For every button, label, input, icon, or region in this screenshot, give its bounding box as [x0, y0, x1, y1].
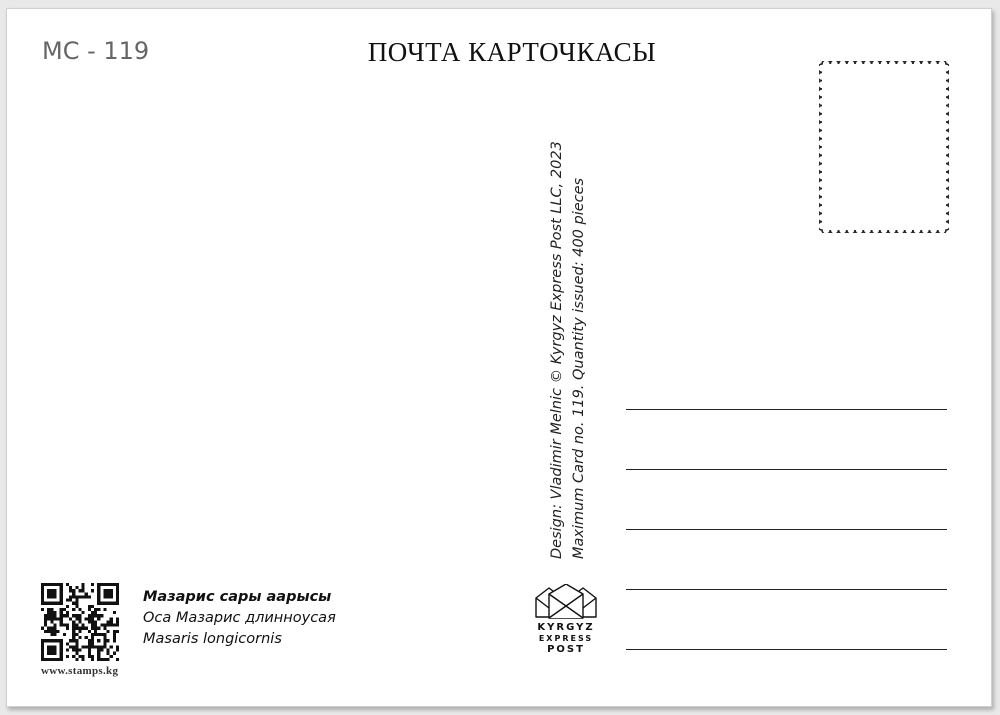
address-line [626, 649, 947, 650]
logo-line-1: KYRGYZ [537, 622, 595, 633]
logo-line-3: POST [547, 644, 585, 655]
stamp-frame-icon [819, 61, 949, 233]
credits-line-1: Design: Vladimir Melnic © Kyrgyz Express Post LLC, 2023 [549, 141, 565, 559]
species-name-latin: Masaris longicornis [143, 631, 282, 647]
qr-code-icon [41, 583, 119, 661]
card-code: MC - 119 [42, 37, 150, 65]
address-line [626, 589, 947, 590]
address-line [626, 469, 947, 470]
address-line [626, 409, 947, 410]
card-title: ПОЧТА КАРТОЧКАСЫ [367, 37, 657, 67]
species-names [143, 587, 336, 650]
stamp-perforation [819, 61, 949, 233]
credits-text [546, 109, 596, 559]
kyrgyz-express-post-logo [533, 584, 599, 664]
postcard [6, 8, 992, 707]
credits-line-2: Maximum Card no. 119. Quantity issued: 400 pieces [571, 177, 587, 559]
website-link[interactable]: www.stamps.kg [41, 665, 119, 677]
species-name-russian: Оса Мазарис длинноусая [143, 610, 336, 626]
logo-line-2: EXPRESS [538, 634, 594, 643]
envelopes-logo-icon [533, 584, 599, 620]
species-name-kyrgyz: Мазарис сары аарысы [143, 589, 332, 605]
address-line [626, 529, 947, 530]
